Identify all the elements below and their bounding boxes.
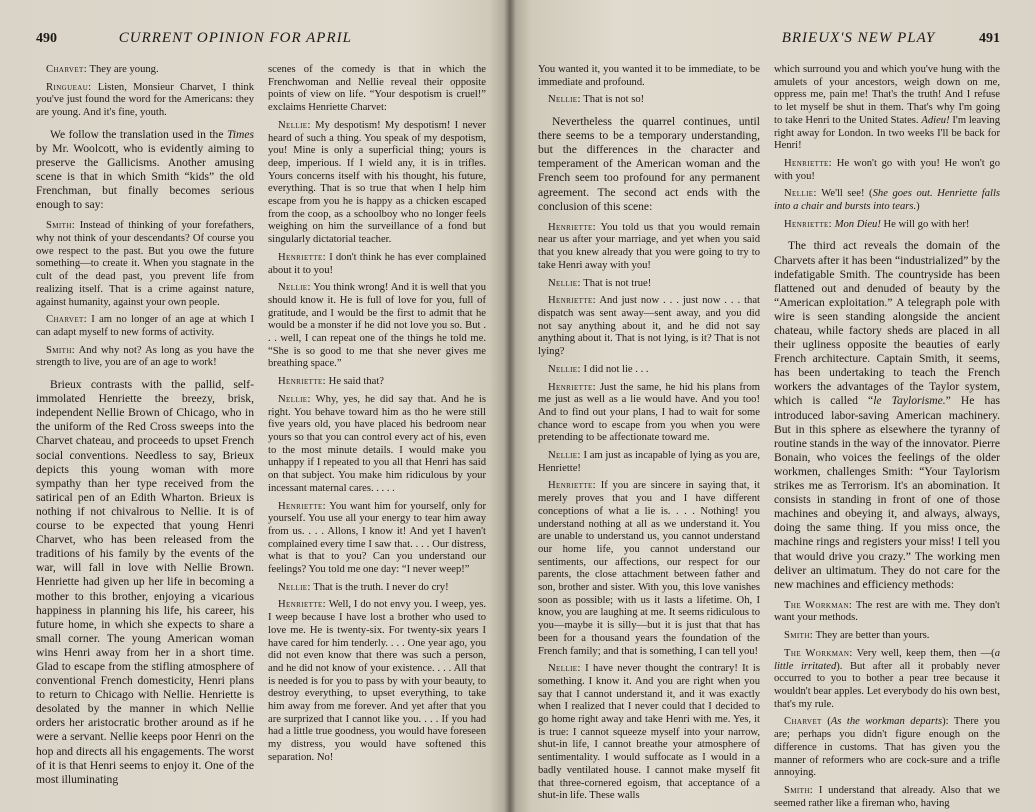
speaker-name: Smith: xyxy=(46,344,76,356)
dialogue-line xyxy=(36,314,254,339)
dialogue-text: You think wrong! And it is well that you should know it. He is full of love for you, full of gratitude, and I would be the first to admit that he would be a monster if he did not love you so. But . . . well, I can repeat one of the things he told me. “She is so good to me that she never gives me breathing space.” xyxy=(268,282,486,370)
dialogue-text: Instead of thinking of your forefathers, why not think of your descendants? Of course you owe respect to the past. But you owe the future something—to create it. When you stagnate in the cult of the dead past, you prevent life from realizing itself. That is a crime against nature, against humanity, against your own people. xyxy=(36,220,254,308)
speaker-name: Smith: xyxy=(46,220,76,232)
paragraph: We follow the translation used in the Times by Mr. Woolcott, who is evidently aiming to preserve the Gallicisms. Another amusing scene is that in which Smith “kids” the old Frenchman, but finally becomes serious enough to say: xyxy=(36,127,254,212)
speaker-name: Charvet xyxy=(784,716,822,728)
dialogue-text: That is the truth. I never do cry! xyxy=(310,581,449,593)
paragraph: Nevertheless the quarrel continues, until there seems to be a temporary understanding, but the differences in the character and temperament of the American woman and the French seem too profound for any permanent agreement. The second act ends with the conclusion of this scene: xyxy=(538,115,760,213)
dialogue-line xyxy=(538,278,760,291)
speaker-name: The Workman: xyxy=(784,647,853,659)
dialogue-text: They are better than yours. xyxy=(813,630,930,642)
dialogue-text: And why not? As long as you have the strength to live, you are of an age to work! xyxy=(36,344,254,369)
right-page xyxy=(510,0,1035,812)
left-page-header xyxy=(36,30,456,47)
dialogue-text: I have never thought the contrary! It is something. I know it. And you are right when you say that I cannot understand it, and it was exactly when I realized that I never could that I decided to go home right away and take Henri with me. Yes, it is true: I cannot squeeze myself into your narrow, shut-in life, I cannot breathe your atmosphere of sentimentality. I would suffocate as I would in a badly ventilated house. I cannot make myself fit that three-cornered egoism, that acceptance of a shut-in life. These walls xyxy=(538,663,760,802)
dialogue-text: That is not true! xyxy=(580,277,652,289)
dialogue-text: We'll see! (She goes out. Henriette falls into a chair and bursts into tears.) xyxy=(774,188,1001,213)
speaker-name: Nellie: xyxy=(548,450,581,462)
running-head: BRIEUX'S NEW PLAY xyxy=(781,30,936,46)
dialogue-line xyxy=(268,120,486,247)
dialogue-line xyxy=(774,219,1000,232)
speaker-name: Henriette: xyxy=(278,599,327,611)
speaker-name: Henriette: xyxy=(548,295,597,307)
page-number: 491 xyxy=(979,31,1000,46)
paragraph: scenes of the comedy is that in which the Frenchwoman and Nellie reveal their opposite points of view on life. “Your despotism is cruel!” exclaims Henriette Charvet: xyxy=(268,64,486,114)
dialogue-line xyxy=(774,630,1000,643)
speaker-name: Henriette: xyxy=(784,157,833,169)
dialogue-line xyxy=(774,648,1000,712)
speaker-name: Charvet: xyxy=(46,314,88,326)
dialogue-line xyxy=(538,364,760,377)
paragraph: The third act reveals the domain of the Charvets after it has been “industrialized” by the indefatigable Smith. The countryside has been flattened out and denuded of beauty by the “American exploitation.” A telegraph pole with wire is seen standing alongside the ancient chateau, while factory sheds are placed in all their ugliness opposite the beauties of early French architecture. Captain Smith, it seems, has been undertaking to teach the French workers the advantages of the Taylor system, which is called “le Taylorisme.” He has introduced labor-saving American machinery. But in this sphere as elsewhere the tyranny of routine stands in the way of the innovator. Pierre Bonain, who voices the feelings of the older workmen, challenges Smith: “Your Taylorism strikes me as Terrorism. It's an abomination. It consists in standing in front of one of those machines and obeying it, and always, always, doing the same thing. If you miss once, the machine rings and registers your miss! I tell you that would drive you crazy.” The working men deliver an ultimatum. They do not care for the new machines and efficiency methods: xyxy=(774,239,1000,591)
text-column xyxy=(538,64,760,808)
speaker-name: Henriette: xyxy=(278,376,327,388)
dialogue-line xyxy=(538,450,760,475)
dialogue-text: Mon Dieu! He will go with her! xyxy=(834,218,970,230)
speaker-name: Nellie: xyxy=(548,663,581,675)
speaker-name: Ringueau: xyxy=(46,81,92,93)
speaker-name: Nellie: xyxy=(548,363,581,375)
dialogue-line xyxy=(774,600,1000,625)
dialogue-line xyxy=(538,295,760,359)
speaker-name: Nellie: xyxy=(278,393,311,405)
speaker-name: Nellie: xyxy=(278,581,311,593)
dialogue-line xyxy=(268,282,486,371)
text-column xyxy=(774,64,1000,812)
speaker-name: Henriette: xyxy=(278,500,327,512)
dialogue-text: I am just as incapable of lying as you are, Henriette! xyxy=(538,450,760,474)
dialogue-line xyxy=(268,252,486,277)
dialogue-line xyxy=(268,501,486,577)
dialogue-text: Well, I do not envy you. I weep, yes. I weep because I have lost a brother who used to love me. He is twenty-six. For twenty-six years I have cared for him tenderly. . . . One year ago, you did not even know that there was such a person, and he did not know of your existence. . . . All that is needed is for you to pass by with your beauty, to destroy everything, to upset everything, to take him away from me forever. And yet after that you are surprized that I cannot like you. . . . If you had had a little true goodness, you would have foreseen my distress, you would have softened this separation. No! xyxy=(268,599,486,763)
dialogue-line xyxy=(268,599,486,764)
dialogue-text: Very well, keep them, then —(a little irritated). But after all it probably never occurred to you to bother a pear tree because it wouldn't bear apples. Let everybody do his own best, that's my rule. xyxy=(774,647,1001,710)
dialogue-text: My despotism! My despotism! I never heard of such a thing. You speak of my despotism, you! Mine is only a superficial thing; yours is deep, imperious. If I wield any, it is in trifles. Yours concerns itself with his thought, his future, everything. That is so true that when I help him escape from you he is happy as a chicken escaped from the coop, as a schoolboy who no longer feels weighing on him the surveillance of a fond but singularly dictatorial teacher. xyxy=(268,119,486,246)
dialogue-line xyxy=(538,222,760,273)
dialogue-text: Listen, Monsieur Charvet, I think you've just found the word for the Americans: they are young. And it's fine, youth. xyxy=(36,81,254,119)
text-column xyxy=(36,64,254,795)
paragraph: You wanted it, you wanted it to be immediate, to be immediate and profound. xyxy=(538,64,760,88)
speaker-name: Smith: xyxy=(784,784,814,796)
dialogue-line xyxy=(36,220,254,309)
speaker-name: The Workman: xyxy=(784,599,853,611)
dialogue-line xyxy=(36,345,254,370)
dialogue-line xyxy=(774,716,1000,780)
dialogue-text: I am no longer of an age at which I can adapt myself to new forms of activity. xyxy=(36,314,254,338)
right-page-header xyxy=(700,30,1000,47)
dialogue-text: Just the same, he hid his plans from me just as well as a lie would have. And you too! And to find out your plans, I had to wait for some chance word to escape from you when you were pretending to be affectionate toward me. xyxy=(538,381,760,444)
speaker-name: Nellie: xyxy=(548,94,581,106)
dialogue-line xyxy=(268,582,486,595)
dialogue-line xyxy=(774,158,1000,183)
dialogue-text: You told us that you would remain near us after your marriage, and yet when you said that you knew already that you were going to try to take Henri away with you! xyxy=(538,221,760,271)
dialogue-text: I did not lie . . . xyxy=(580,363,649,375)
dialogue-text: I understand that already. Also that we seemed rather like a fireman who, having xyxy=(774,784,1000,809)
dialogue-text: He said that? xyxy=(326,376,384,388)
dialogue-text: You want him for yourself, only for yourself. You use all your energy to tear him away from us. . . . Allons, I know it! And yet I haven't complained every time I saw that. . . . Our distress, what is that to you? Can you understand our feelings? You told me one day: “I never weep!” xyxy=(268,500,486,576)
left-page xyxy=(0,0,510,812)
speaker-name: Nellie: xyxy=(784,188,817,200)
speaker-name: Henriette: xyxy=(548,381,597,393)
dialogue-line xyxy=(538,382,760,446)
dialogue-text: The rest are with me. They don't want your methods. xyxy=(774,599,1000,624)
text-column xyxy=(268,64,486,770)
dialogue-text: That is not so! xyxy=(580,94,645,106)
running-head: CURRENT OPINION FOR APRIL xyxy=(118,30,352,46)
dialogue-text: They are young. xyxy=(87,64,159,75)
book-gutter-shadow xyxy=(504,0,516,812)
paragraph: Brieux contrasts with the pallid, self-immolated Henriette the breezy, brisk, independent Nellie Brown of Chicago, who in the uniform of the Red Cross sweeps into the Charvet chateau, and proceeds to upset French social conventions. Needless to say, Brieux depicts this young woman with more sympathy than her type received from the satirical pen of an Edith Wharton. Brieux is nothing if not chivalrous to Nellie. It is of course to be expected that young Henri Charvet, who has been released from the traditions of his family by the events of the war, will fall in love with Nellie Brown. Henriette had given up her life in becoming a mother to this brother, enjoying a vicarious happiness in planning his life, his career, his future home, in which she expects to share a small corner. The young American woman wins Henri away from her in a short time. Glad to escape from the stifling atmosphere of conventional French domesticity, Henri plans to return to Chicago with Nellie. Henriette is desolated by the manner in which Nellie orders her aristocratic brother around as if he were a servant. Nellie keeps poor Henri on the hop and directs all his engagements. The worst of it is that Henri seems to enjoy it. One of the most illuminating xyxy=(36,378,254,786)
speaker-name: Smith: xyxy=(784,630,814,642)
speaker-name: Nellie: xyxy=(278,119,311,131)
speaker-name: Charvet: xyxy=(46,64,88,75)
speaker-name: Henriette: xyxy=(548,221,597,233)
dialogue-line xyxy=(36,82,254,120)
dialogue-text: If you are sincere in saying that, it merely proves that you and I have different conceptions of what a lie is. . . . Nothing! you understand nothing at all as we understand it. You are unable to understand us, you cannot understand our home life, you cannot understand our sentiments, our affections, our respect for our parents, the close attachment between father and son, brother and sister. With you, this love vanishes soon as possible; with us it lasts a lifetime. Oh, I know, you are laughing at me. It seems ridiculous to you—maybe it is silly—but it is just that that has been for a thousand years the foundation of the French family; and that is something, I can tell you! xyxy=(538,480,760,657)
speaker-name: Nellie: xyxy=(278,282,311,294)
speaker-name: Henriette: xyxy=(278,251,327,263)
dialogue-line xyxy=(538,663,760,803)
dialogue-line xyxy=(774,188,1000,213)
dialogue-line xyxy=(268,376,486,389)
dialogue-line xyxy=(36,64,254,77)
speaker-name: Henriette: xyxy=(784,218,833,230)
dialogue-line xyxy=(538,94,760,107)
dialogue-line xyxy=(538,480,760,658)
dialogue-text: He won't go with you! He won't go with you! xyxy=(774,157,1000,182)
dialogue-text: And just now . . . just now . . . that dispatch was sent away—sent away, and you did not say anything about it, and he did not say anything about it. That is not lying, is it? That is not lying? xyxy=(538,295,760,358)
dialogue-line xyxy=(774,785,1000,810)
paragraph: which surround you and which you've hung with the amulets of your ancestors, weigh down on me, oppress me, pain me! That's the truth! And I refuse to let myself be shut in them. That's why I'm going to take Henri to the United States. Adieu! I'm leaving right away for London. In two weeks I'll be back for Henri! xyxy=(774,64,1001,152)
speaker-name: Nellie: xyxy=(548,277,581,289)
dialogue-line xyxy=(268,394,486,496)
page-number: 490 xyxy=(36,31,57,46)
dialogue-text: I don't think he has ever complained about it to you! xyxy=(268,251,486,276)
dialogue-text: (As the workman departs): There you are; perhaps you didn't figure enough on the difference in customs. That has given you the manner of reformers who are cock-sure and a trifle annoying. xyxy=(774,716,1000,779)
dialogue-text: Why, yes, he did say that. And he is right. You behave toward him as tho he were still five years old, you have placed his bedroom near yours so that you can control every act of his, even to the most minute details. I would make you unhappy if I repeated to you all that Henri has said on that subject. You make him ridiculous by your incessant maternal cares. . . . . xyxy=(268,393,486,494)
speaker-name: Henriette: xyxy=(548,480,597,492)
